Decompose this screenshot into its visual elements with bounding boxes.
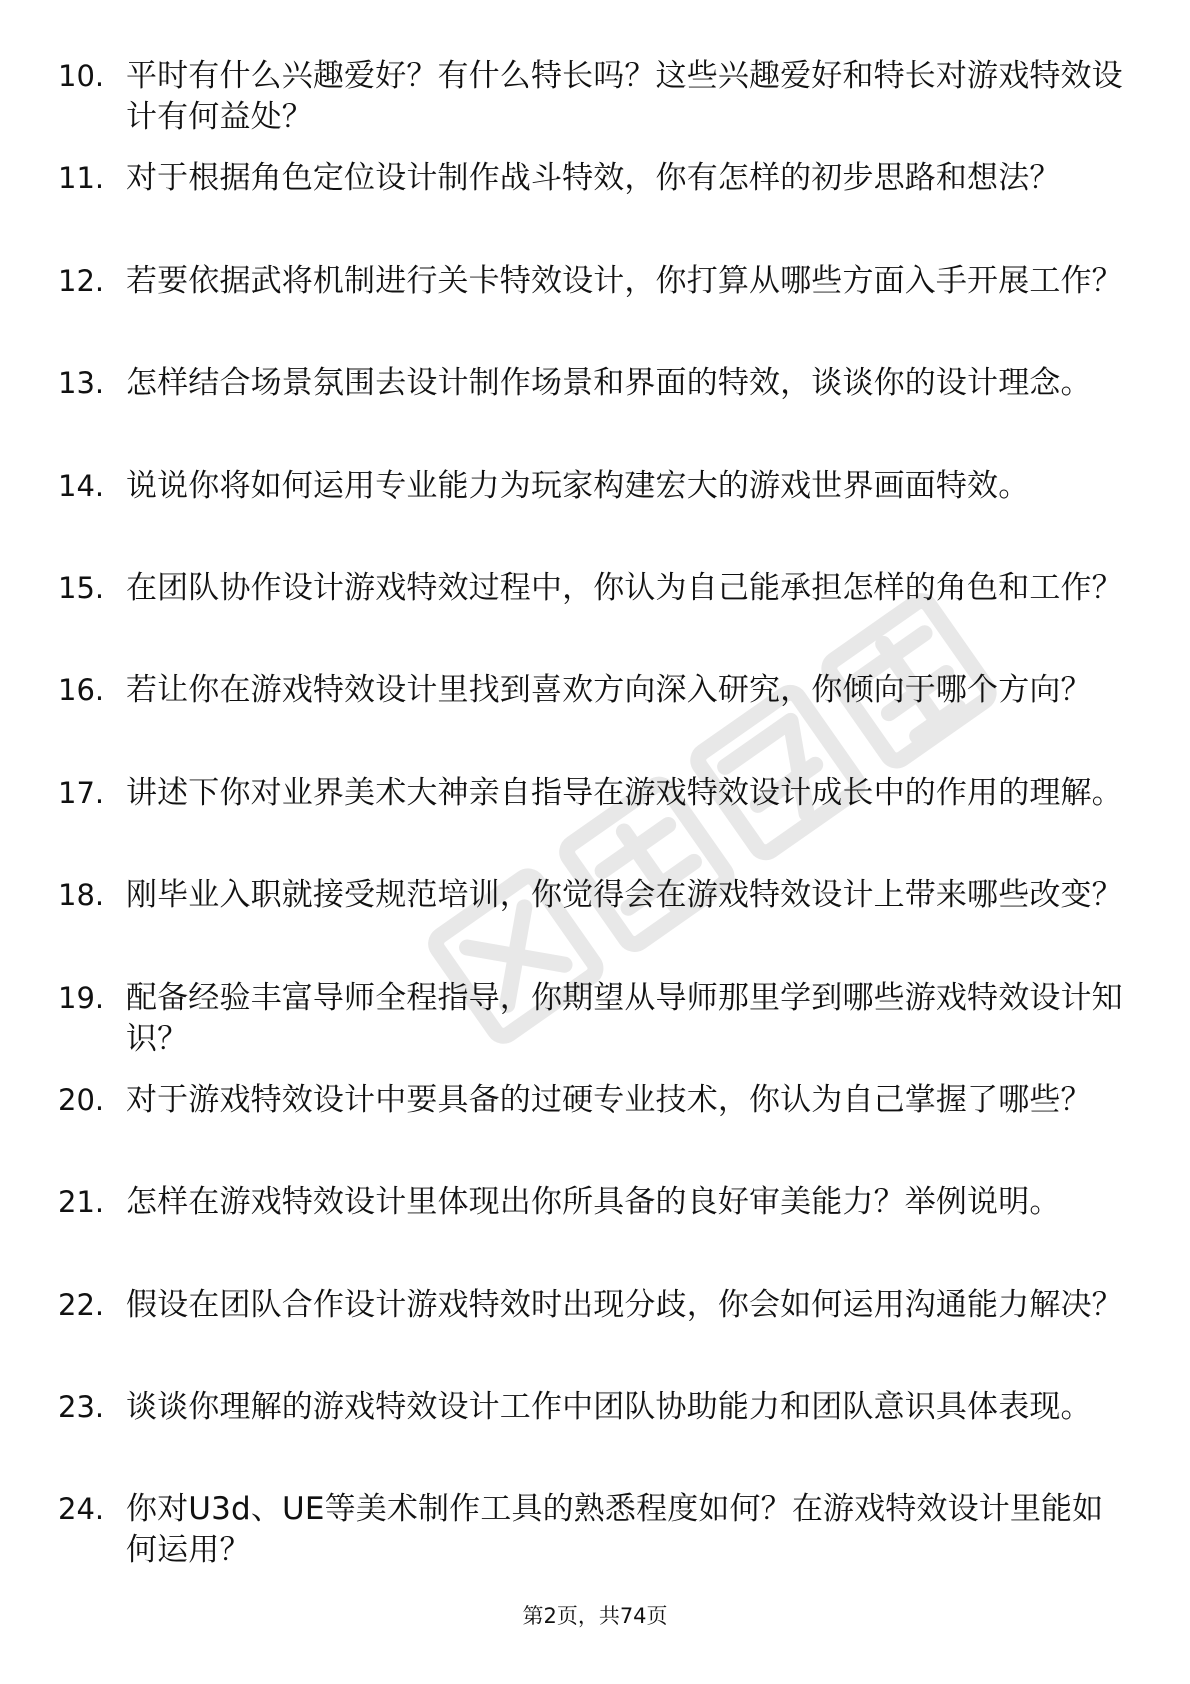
question-text: 假设在团队合作设计游戏特效时出现分歧，你会如何运用沟通能力解决？ <box>126 1286 1123 1323</box>
question-text: 平时有什么兴趣爱好？有什么特长吗？这些兴趣爱好和特长对游戏特效设计有何益处？ <box>126 58 1123 135</box>
question-number: 12. <box>58 263 105 298</box>
question-text: 怎样结合场景氛围去设计制作场景和界面的特效，谈谈你的设计理念。 <box>126 365 1092 402</box>
question-number: 15. <box>58 570 105 605</box>
question-text: 你对U3d、UE等美术制作工具的熟悉程度如何？在游戏特效设计里能如何运用？ <box>126 1491 1104 1569</box>
question-item <box>58 56 1133 144</box>
question-number: 11. <box>58 161 105 196</box>
question-number: 16. <box>58 673 105 708</box>
question-text: 若要依据武将机制进行关卡特效设计，你打算从哪些方面入手开展工作？ <box>126 262 1123 299</box>
question-text: 谈谈你理解的游戏特效设计工作中团队协助能力和团队意识具体表现。 <box>126 1389 1092 1426</box>
question-text: 若让你在游戏特效设计里找到喜欢方向深入研究，你倾向于哪个方向？ <box>126 672 1092 709</box>
question-text: 对于游戏特效设计中要具备的过硬专业技术，你认为自己掌握了哪些？ <box>126 1081 1092 1118</box>
question-number: 22. <box>58 1287 105 1322</box>
question-number: 17. <box>58 775 105 810</box>
question-number: 10. <box>58 59 105 93</box>
question-text: 对于根据角色定位设计制作战斗特效，你有怎样的初步思路和想法？ <box>126 160 1061 197</box>
question-item <box>58 978 1133 1066</box>
question-item <box>58 773 1133 861</box>
question-item <box>58 466 1133 554</box>
question-item <box>58 1080 1133 1168</box>
question-number: 13. <box>58 366 105 401</box>
question-text: 讲述下你对业界美术大神亲自指导在游戏特效设计成长中的作用的理解。 <box>126 774 1123 811</box>
question-text: 说说你将如何运用专业能力为玩家构建宏大的游戏世界画面特效。 <box>126 467 1030 504</box>
question-item <box>58 158 1133 246</box>
question-item <box>58 1489 1133 1577</box>
question-list <box>58 56 1133 1592</box>
question-item <box>58 363 1133 451</box>
question-item <box>58 261 1133 349</box>
question-text: 刚毕业入职就接受规范培训，你觉得会在游戏特效设计上带来哪些改变？ <box>126 877 1123 914</box>
question-item <box>58 875 1133 963</box>
question-number: 14. <box>58 468 105 503</box>
question-item <box>58 1387 1133 1475</box>
question-number: 19. <box>58 980 105 1015</box>
question-item <box>58 1285 1133 1373</box>
question-item <box>58 1182 1133 1270</box>
page-number-footer: 第2页，共74页 <box>522 1604 668 1628</box>
question-item <box>58 568 1133 656</box>
question-number: 20. <box>58 1082 105 1117</box>
question-text: 在团队协作设计游戏特效过程中，你认为自己能承担怎样的角色和工作？ <box>126 569 1123 606</box>
question-number: 23. <box>58 1390 105 1425</box>
question-text: 怎样在游戏特效设计里体现出你所具备的良好审美能力？举例说明。 <box>126 1184 1061 1221</box>
question-number: 21. <box>58 1185 105 1220</box>
question-number: 24. <box>58 1492 105 1527</box>
question-item <box>58 670 1133 758</box>
question-text: 配备经验丰富导师全程指导，你期望从导师那里学到哪些游戏特效设计知识？ <box>126 979 1123 1057</box>
question-number: 18. <box>58 878 105 913</box>
